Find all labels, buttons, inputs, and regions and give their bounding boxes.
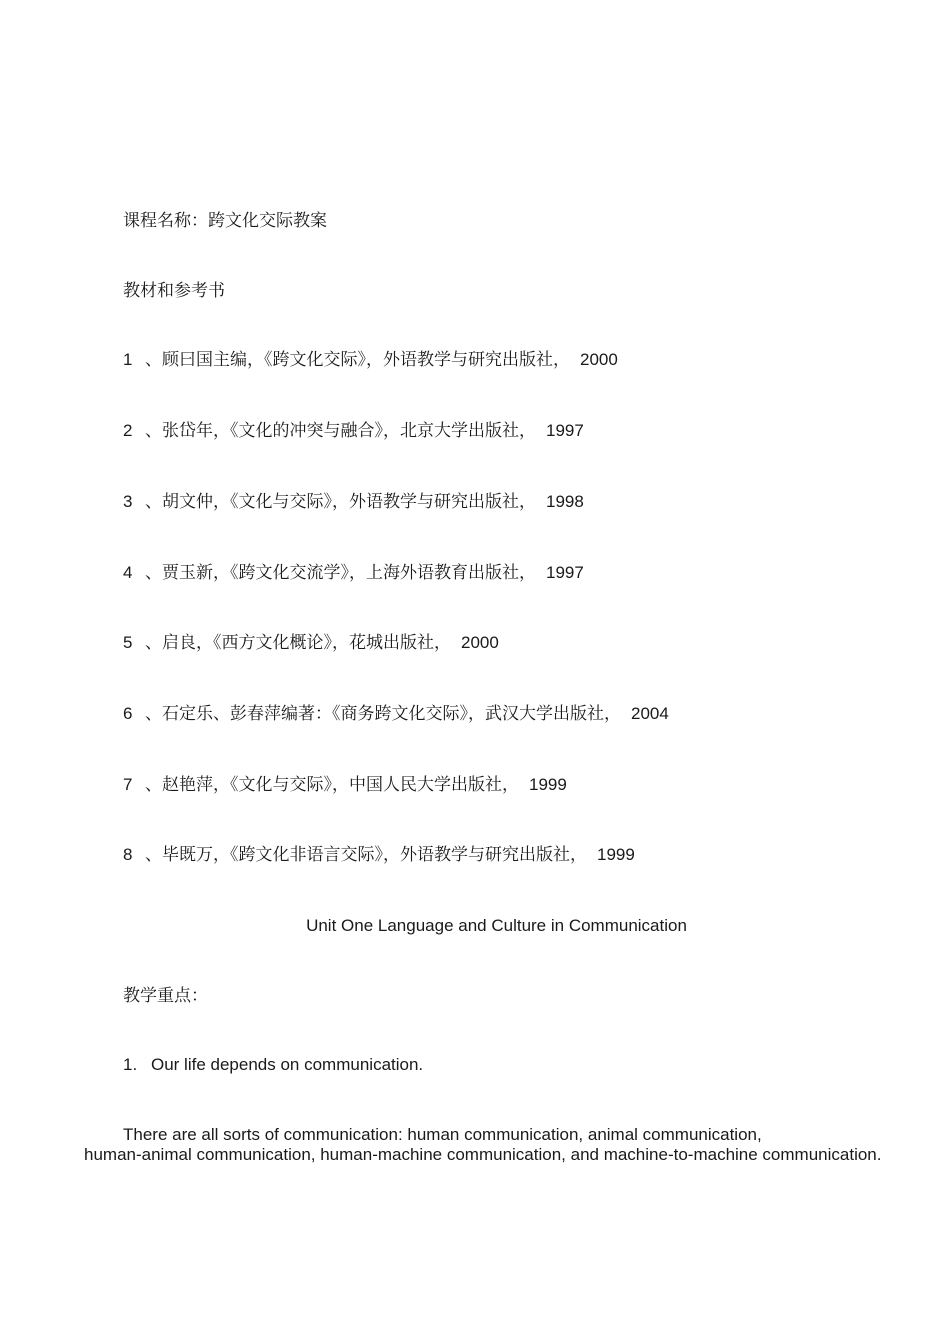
key-point-item bbox=[123, 1054, 423, 1076]
paragraph-line: There are all sorts of communication: human communication, animal communication, bbox=[123, 1125, 762, 1144]
reference-text: 、贾玉新，《跨文化交流学》，上海外语教育出版社， bbox=[145, 563, 536, 583]
reference-text: 、顾曰国主编，《跨文化交际》，外语教学与研究出版社， bbox=[145, 350, 570, 370]
reference-item bbox=[123, 774, 567, 796]
reference-year: 1997 bbox=[546, 421, 584, 440]
reference-number: 3 bbox=[123, 492, 133, 511]
reference-year: 2004 bbox=[631, 704, 669, 723]
key-points-heading: 教学重点： bbox=[123, 986, 208, 1006]
reference-item bbox=[123, 349, 618, 371]
reference-item bbox=[123, 632, 499, 654]
reference-item bbox=[123, 844, 635, 866]
reference-year: 2000 bbox=[461, 633, 499, 652]
reference-text: 、石定乐、彭春萍编著：《商务跨文化交际》，武汉大学出版社， bbox=[145, 704, 621, 724]
reference-item bbox=[123, 562, 584, 584]
key-point-text: Our life depends on communication. bbox=[151, 1055, 424, 1074]
course-title: 课程名称：跨文化交际教案 bbox=[123, 211, 327, 231]
reference-year: 2000 bbox=[580, 350, 618, 369]
key-point-number: 1. bbox=[123, 1055, 138, 1074]
reference-text: 、毕既万，《跨文化非语言交际》，外语教学与研究出版社， bbox=[145, 845, 587, 865]
reference-year: 1997 bbox=[546, 563, 584, 582]
reference-number: 7 bbox=[123, 775, 133, 794]
reference-year: 1999 bbox=[597, 845, 635, 864]
reference-item bbox=[123, 491, 584, 513]
reference-number: 6 bbox=[123, 704, 133, 723]
reference-year: 1999 bbox=[529, 775, 567, 794]
reference-text: 、胡文仲，《文化与交际》，外语教学与研究出版社， bbox=[145, 492, 536, 512]
reference-item bbox=[123, 703, 669, 725]
body-paragraph bbox=[84, 1125, 914, 1165]
reference-year: 1998 bbox=[546, 492, 584, 511]
reference-number: 8 bbox=[123, 845, 133, 864]
reference-number: 4 bbox=[123, 563, 133, 582]
references-heading: 教材和参考书 bbox=[123, 281, 225, 301]
reference-number: 5 bbox=[123, 633, 133, 652]
reference-text: 、张岱年，《文化的冲突与融合》，北京大学出版社， bbox=[145, 421, 536, 441]
reference-item bbox=[123, 420, 584, 442]
unit-title: Unit One Language and Culture in Communication bbox=[306, 916, 687, 935]
reference-number: 2 bbox=[123, 421, 133, 440]
paragraph-line: human-animal communication, human-machine communication, and machine-to-machine communication. bbox=[84, 1145, 882, 1164]
reference-text: 、启良，《西方文化概论》，花城出版社， bbox=[145, 633, 451, 653]
reference-number: 1 bbox=[123, 350, 133, 369]
reference-text: 、赵艳萍，《文化与交际》，中国人民大学出版社， bbox=[145, 775, 519, 795]
